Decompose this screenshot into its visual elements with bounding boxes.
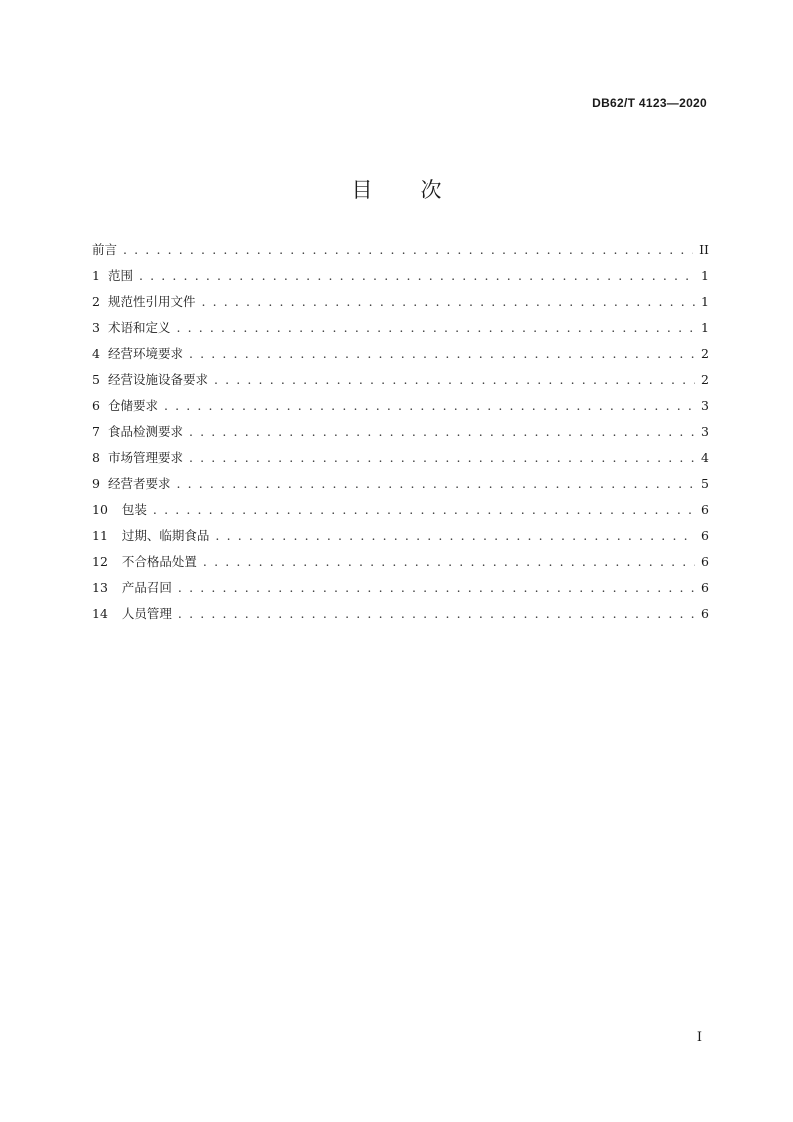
toc-leader-dots <box>203 554 695 569</box>
toc-entry-title: 经营者要求 <box>107 476 171 491</box>
toc-entry-title: 经营环境要求 <box>107 346 183 361</box>
toc-entry-page: 1 <box>701 294 709 309</box>
toc-entry-page: 1 <box>701 320 709 335</box>
toc-entry-page: 2 <box>701 372 709 387</box>
toc-entry-page: 4 <box>701 450 709 465</box>
toc-entry[interactable] <box>92 266 709 292</box>
toc-entry-title: 不合格品处置 <box>121 554 197 569</box>
toc-entry-number: 8 <box>92 450 100 465</box>
toc-entry-number: 13 <box>92 580 108 595</box>
toc-entry-page: 6 <box>701 606 709 621</box>
toc-entry[interactable] <box>92 396 709 422</box>
toc-leader-dots <box>201 294 695 309</box>
toc-entry-title: 范围 <box>107 268 133 283</box>
toc-entry-number: 1 <box>92 268 100 283</box>
toc-entry[interactable] <box>92 448 709 474</box>
toc-entry-page: 3 <box>701 424 709 439</box>
toc-leader-dots <box>176 320 695 335</box>
toc-leader-dots <box>178 580 695 595</box>
toc-entry[interactable] <box>92 474 709 500</box>
toc-entry-page: 6 <box>701 502 709 517</box>
toc-entry-title: 前言 <box>92 242 118 257</box>
toc-leader-dots <box>178 606 695 621</box>
toc-entry-number: 10 <box>92 502 108 517</box>
toc-entry[interactable] <box>92 318 709 344</box>
toc-entry-number: 2 <box>92 294 100 309</box>
toc-entry-number: 14 <box>92 606 108 621</box>
toc-entry-page: 5 <box>701 476 709 491</box>
toc-entry-title: 术语和定义 <box>107 320 171 335</box>
toc-entry-number: 6 <box>92 398 100 413</box>
toc-entry-title: 规范性引用文件 <box>107 294 196 309</box>
toc-leader-dots <box>189 346 695 361</box>
document-code: DB62/T 4123—2020 <box>592 96 707 110</box>
toc-entry[interactable] <box>92 370 709 396</box>
toc-entry[interactable] <box>92 578 709 604</box>
toc-leader-dots <box>214 372 695 387</box>
toc-leader-dots <box>153 502 695 517</box>
toc-entry[interactable] <box>92 344 709 370</box>
toc-entry-page: 6 <box>701 528 709 543</box>
toc-entry[interactable] <box>92 526 709 552</box>
toc-entry[interactable] <box>92 422 709 448</box>
toc-entry[interactable] <box>92 292 709 318</box>
toc-entry-page: II <box>699 242 709 257</box>
toc-entry-number: 4 <box>92 346 100 361</box>
page-title: 目次 <box>351 178 490 202</box>
toc-entry-page: 2 <box>701 346 709 361</box>
toc-entry-number: 9 <box>92 476 100 491</box>
toc-entry-number: 7 <box>92 424 100 439</box>
toc-entry-title: 经营设施设备要求 <box>107 372 208 387</box>
toc-entry-number: 12 <box>92 554 108 569</box>
toc-entry-title: 食品检测要求 <box>107 424 183 439</box>
table-of-contents <box>92 240 709 630</box>
page-number: I <box>696 1030 702 1045</box>
toc-entry[interactable] <box>92 552 709 578</box>
toc-leader-dots <box>176 476 695 491</box>
toc-leader-dots <box>164 398 695 413</box>
toc-entry-title: 过期、临期食品 <box>121 528 210 543</box>
toc-leader-dots <box>189 450 695 465</box>
toc-leader-dots <box>123 242 693 257</box>
toc-entry[interactable] <box>92 604 709 630</box>
toc-entry-title: 仓储要求 <box>107 398 158 413</box>
toc-leader-dots <box>189 424 695 439</box>
toc-entry-title: 人员管理 <box>121 606 172 621</box>
toc-entry-number: 5 <box>92 372 100 387</box>
toc-entry[interactable] <box>92 500 709 526</box>
toc-entry-number: 11 <box>92 528 108 543</box>
toc-leader-dots <box>139 268 695 283</box>
toc-entry[interactable] <box>92 240 709 266</box>
toc-entry-title: 市场管理要求 <box>107 450 183 465</box>
toc-entry-page: 6 <box>701 554 709 569</box>
toc-entry-title: 包装 <box>121 502 147 517</box>
toc-entry-page: 3 <box>701 398 709 413</box>
toc-leader-dots <box>215 528 695 543</box>
toc-entry-title: 产品召回 <box>121 580 172 595</box>
toc-entry-number: 3 <box>92 320 100 335</box>
toc-entry-page: 1 <box>701 268 709 283</box>
toc-entry-page: 6 <box>701 580 709 595</box>
